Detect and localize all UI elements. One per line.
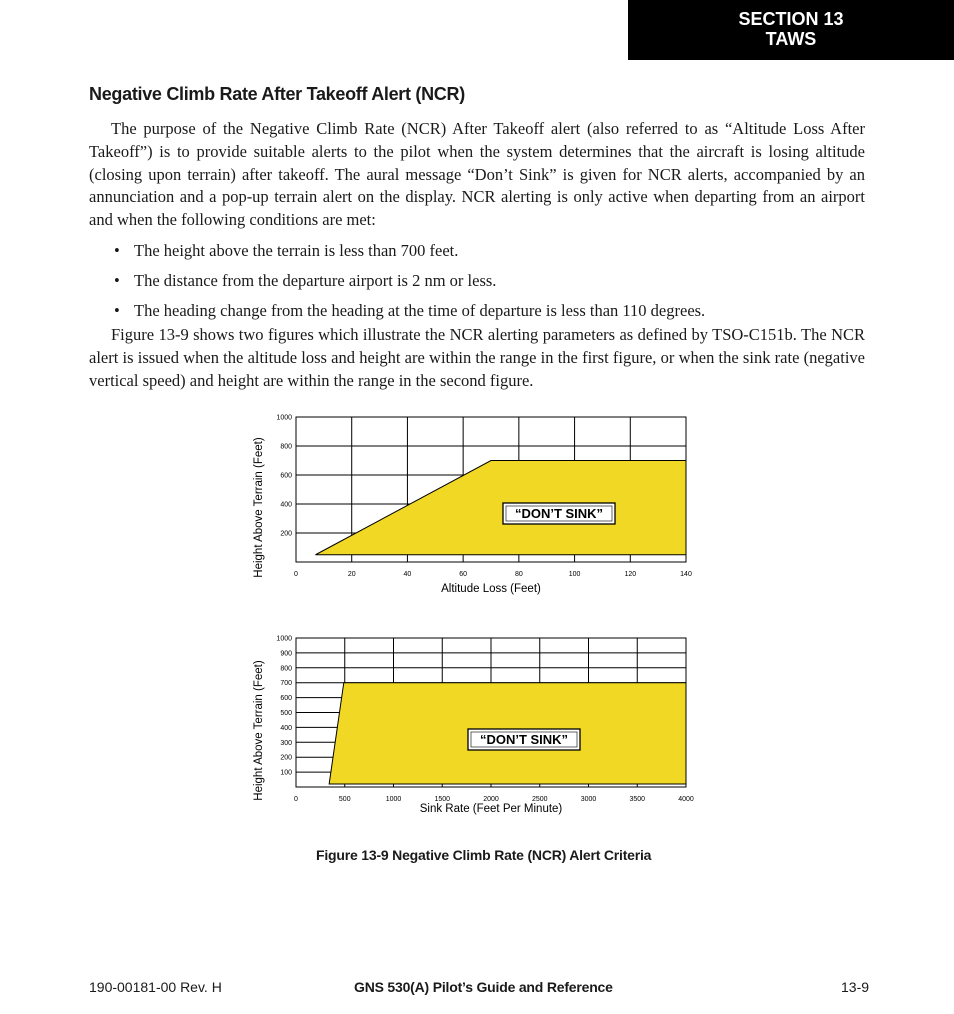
condition-text: The height above the terrain is less than 700 feet. <box>134 241 459 260</box>
x-tick-label: 60 <box>459 571 468 578</box>
page-heading: Negative Climb Rate After Takeoff Alert (NCR) <box>89 84 465 104</box>
x-tick-label: 4000 <box>678 796 694 803</box>
footer-title: GNS 530(A) Pilot’s Guide and Reference <box>354 979 613 995</box>
bullet-symbol: • <box>114 271 120 290</box>
x-tick-label: 1500 <box>434 796 451 803</box>
y-tick-label: 600 <box>280 695 292 703</box>
x-tick-label: 3500 <box>629 796 646 803</box>
x-tick-label: 1000 <box>385 796 402 803</box>
y-tick-label: 300 <box>280 739 292 747</box>
x-tick-label: 20 <box>347 571 356 578</box>
x-tick-label: 3000 <box>580 796 597 803</box>
y-tick-label: 200 <box>280 754 292 762</box>
y-tick-label: 700 <box>280 680 292 688</box>
y-tick-label: 1000 <box>276 635 292 643</box>
dont-sink-label: “DON’T SINK” <box>514 506 604 521</box>
x-tick-label: 0 <box>294 796 298 803</box>
condition-text: The heading change from the heading at the time of departure is less than 110 degrees. <box>134 301 706 320</box>
x-tick-label: 40 <box>403 571 412 578</box>
x-tick-label: 80 <box>514 571 523 578</box>
y-tick-label: 600 <box>280 472 292 480</box>
y-tick-label: 800 <box>280 443 292 451</box>
condition-text: The distance from the departure airport is 2 nm or less. <box>134 271 497 290</box>
figure-description-paragraph: Figure 13-9 shows two figures which illustrate the NCR alerting parameters as defined by TSO-C151b. The NCR alert is issued when the altitude loss and height are within the range in the first figure, or when the sink rate (negative vertical speed) and height are within the range in the second figure. <box>89 325 865 390</box>
y-tick-label: 400 <box>280 724 292 732</box>
footer-page-number: 13-9 <box>841 979 870 995</box>
y-tick-label: 100 <box>280 769 292 777</box>
bullet-symbol: • <box>114 241 120 260</box>
x-tick-label: 0 <box>294 571 298 578</box>
y-tick-label: 900 <box>280 650 292 658</box>
section-number: SECTION 13 <box>738 9 844 29</box>
bullet-symbol: • <box>114 301 120 320</box>
x-axis-label: Altitude Loss (Feet) <box>441 583 541 595</box>
intro-paragraph: The purpose of the Negative Climb Rate (NCR) After Takeoff alert (also referred to as “Altitude Loss After Takeoff”) is to provide suitable alerts to the pilot when the system determines that the aircraft is losing altitude (closing upon terrain) after takeoff. The aural message “Don’t Sink” is given for NCR alerts, accompanied by an annunciation and a pop-up terrain alert on the display. NCR alerting is only active when departing from an airport and when the following conditions are met: <box>89 119 865 230</box>
dont-sink-label: “DON’T SINK” <box>479 732 569 747</box>
y-tick-label: 1000 <box>276 414 292 422</box>
footer-doc-number: 190-00181-00 Rev. H <box>89 979 222 995</box>
x-tick-label: 2000 <box>483 796 499 803</box>
y-axis-label: Height Above Terrain (Feet) <box>253 437 265 578</box>
figure-caption: Figure 13-9 Negative Climb Rate (NCR) Alert Criteria <box>316 847 652 863</box>
y-tick-label: 800 <box>280 665 292 673</box>
y-tick-label: 400 <box>280 501 292 509</box>
y-axis-label: Height Above Terrain (Feet) <box>253 660 265 801</box>
x-tick-label: 2500 <box>531 796 548 803</box>
x-axis-label: Sink Rate (Feet Per Minute) <box>419 803 563 815</box>
x-tick-label: 120 <box>624 571 637 578</box>
x-tick-label: 140 <box>680 571 692 578</box>
y-tick-label: 200 <box>280 530 292 538</box>
x-tick-label: 100 <box>568 571 581 578</box>
section-title: TAWS <box>765 29 817 49</box>
x-tick-label: 500 <box>338 796 351 803</box>
y-tick-label: 500 <box>280 710 292 717</box>
